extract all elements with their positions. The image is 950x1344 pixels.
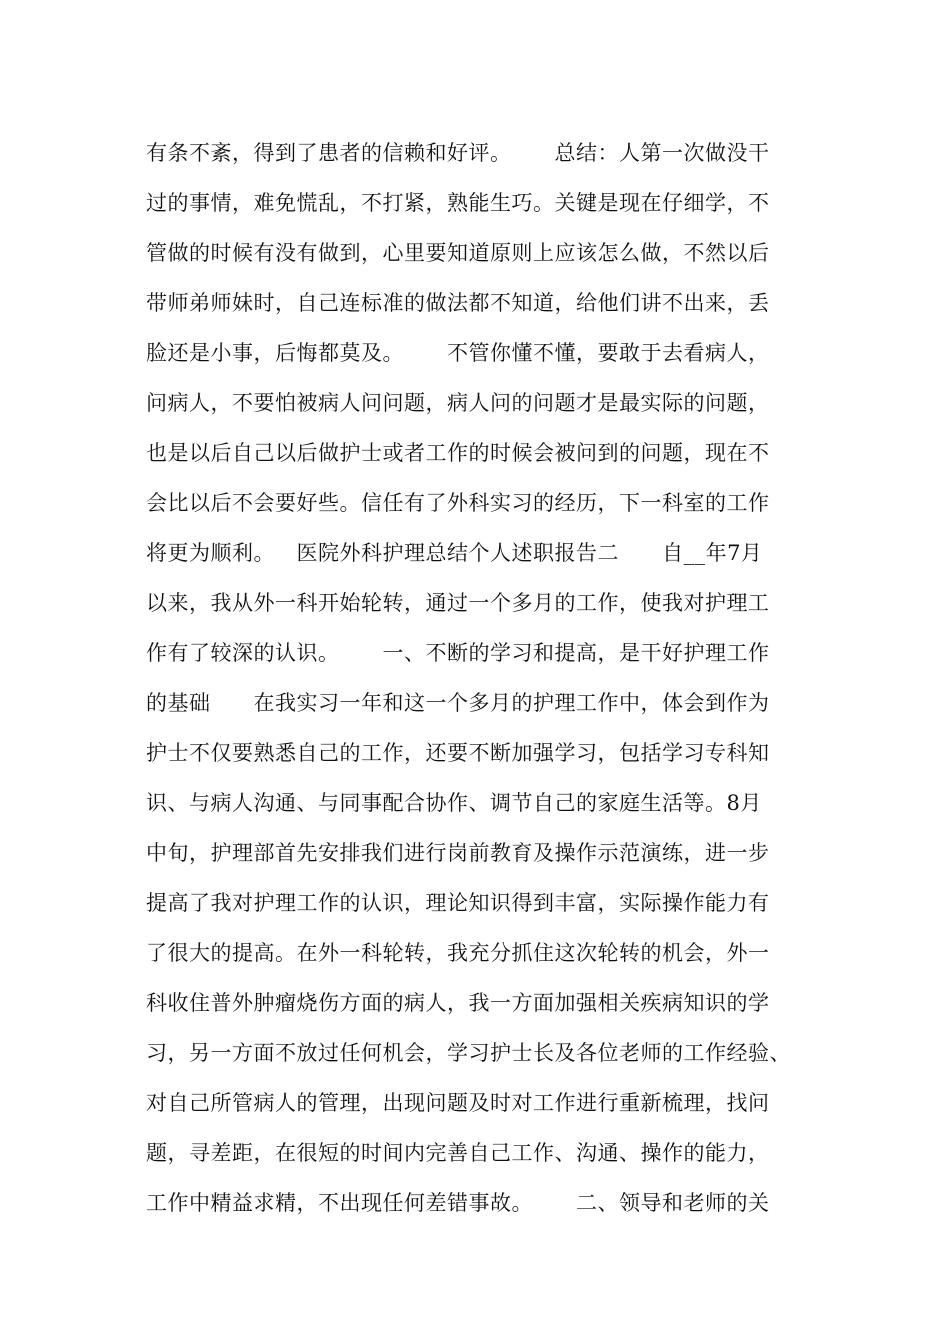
text-line: 工作中精益求精，不出现任何差错事故。 二、领导和老师的关 [146,1191,770,1215]
text-line: 会比以后不会要好些。信任有了外科实习的经历，下一科室的工作 [146,491,770,515]
text-line: 有条不紊，得到了患者的信赖和好评。 总结：人第一次做没干 [146,141,770,165]
text-line: 习，另一方面不放过任何机会，学习护士长及各位老师的工作经验、 [146,1041,791,1065]
text-line: 对自己所管病人的管理，出现问题及时对工作进行重新梳理，找问 [146,1091,770,1115]
text-line: 也是以后自己以后做护士或者工作的时候会被问到的问题，现在不 [146,441,770,465]
text-line: 护士不仅要熟悉自己的工作，还要不断加强学习，包括学习专科知 [146,741,770,765]
text-line: 的基础 在我实习一年和这一个多月的护理工作中，体会到作为 [146,691,770,715]
text-line: 管做的时候有没有做到，心里要知道原则上应该怎么做，不然以后 [146,241,770,265]
text-line: 带师弟师妹时，自己连标准的做法都不知道，给他们讲不出来，丢 [146,291,770,315]
text-line: 将更为顺利。 医院外科护理总结个人述职报告二 自__年7月 [146,541,763,565]
text-line: 问病人，不要怕被病人问问题，病人问的问题才是最实际的问题， [146,391,770,415]
text-line: 提高了我对护理工作的认识，理论知识得到丰富，实际操作能力有 [146,891,770,915]
text-line: 题，寻差距，在很短的时间内完善自己工作、沟通、操作的能力， [146,1141,770,1165]
text-line: 科收住普外肿瘤烧伤方面的病人，我一方面加强相关疾病知识的学 [146,991,770,1015]
text-line: 过的事情，难免慌乱，不打紧，熟能生巧。关键是现在仔细学，不 [146,191,770,215]
text-line: 脸还是小事，后悔都莫及。 不管你懂不懂，要敢于去看病人， [146,341,770,365]
text-line: 了很大的提高。在外一科轮转，我充分抓住这次轮转的机会，外一 [146,941,770,965]
text-line: 以来，我从外一科开始轮转，通过一个多月的工作，使我对护理工 [146,591,770,615]
body-text [146,136,810,1236]
text-line: 识、与病人沟通、与同事配合协作、调节自己的家庭生活等。8月 [146,791,762,815]
text-line: 作有了较深的认识。 一、不断的学习和提高，是干好护理工作 [146,641,770,665]
text-line: 中旬，护理部首先安排我们进行岗前教育及操作示范演练，进一步 [146,841,770,865]
